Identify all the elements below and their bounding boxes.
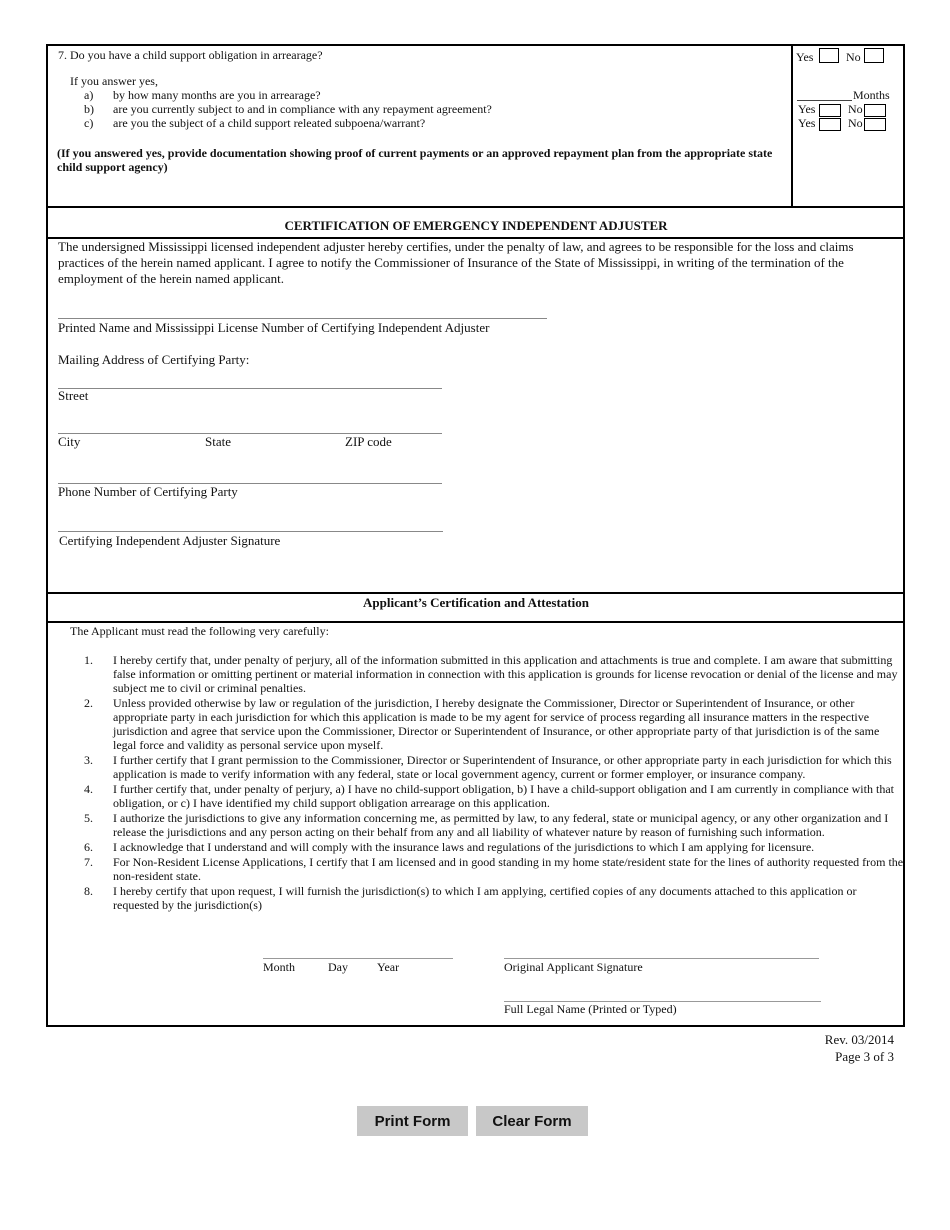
street-line[interactable] — [58, 388, 442, 389]
attestation-item-number: 5. — [84, 811, 93, 825]
q7-no-checkbox[interactable] — [864, 48, 884, 63]
page-number: Page 3 of 3 — [835, 1049, 894, 1064]
attestation-item-text: I further certify that, under penalty of perjury, a) I have no child-support obligation, b) I have a child-support obligation and I am currently in compliance with that obligation, or c) I have identified my child support obligation arrearage on this application. — [113, 782, 894, 810]
street-label: Street — [58, 388, 89, 403]
q7b-no-checkbox[interactable] — [864, 104, 886, 117]
day-label: Day — [328, 960, 348, 974]
attestation-item — [84, 653, 904, 695]
attestation-item-number: 2. — [84, 696, 93, 710]
attestation-item-number: 7. — [84, 855, 93, 869]
q7c-yes-checkbox[interactable] — [819, 118, 841, 131]
child-support-note: (If you answered yes, provide documentation showing proof of current payments or an approved repayment plan from the appropriate state child support agency) — [57, 146, 773, 174]
certification-body: The undersigned Mississippi licensed independent adjuster hereby certifies, under the penalty of law, and agrees to be responsible for the loss and claims practices of the herein named applicant. I agree to notify the Commissioner of Insurance of the State of Mississippi, in writing of the termination of the employment of the herein named applicant. — [58, 239, 854, 286]
q7-no-label: No — [846, 50, 861, 64]
q7c-yes-label: Yes — [798, 116, 816, 130]
section-divider-4 — [47, 621, 905, 623]
attestation-item-text: For Non-Resident License Applications, I certify that I am licensed and in good standing in my home state/resident state for the lines of authority requested from the non-resident state. — [113, 855, 904, 883]
attestation-item — [84, 855, 904, 883]
child-support-if-yes: If you answer yes, — [70, 74, 158, 88]
mailing-address-label: Mailing Address of Certifying Party: — [58, 352, 250, 367]
date-line[interactable] — [263, 958, 453, 959]
applicant-signature-line[interactable] — [504, 958, 819, 959]
answer-column-divider — [791, 45, 793, 207]
section-divider-1 — [47, 206, 905, 208]
certification-heading: CERTIFICATION OF EMERGENCY INDEPENDENT ADJUSTER — [284, 218, 668, 233]
applicant-signature-label: Original Applicant Signature — [504, 960, 643, 974]
child-support-question: 7. Do you have a child support obligation in arrearage? — [58, 48, 323, 62]
attestation-heading: Applicant’s Certification and Attestation — [363, 595, 589, 610]
printed-name-label: Printed Name and Mississippi License Number of Certifying Independent Adjuster — [58, 320, 490, 335]
adjuster-signature-label: Certifying Independent Adjuster Signature — [59, 533, 281, 548]
section-divider-3 — [47, 592, 905, 594]
attestation-intro: The Applicant must read the following very carefully: — [70, 624, 329, 638]
q7c-no-label: No — [848, 116, 863, 130]
state-label: State — [205, 434, 231, 449]
revision-text: Rev. 03/2014 — [824, 1032, 894, 1047]
attestation-item — [84, 884, 904, 912]
attestation-item — [84, 811, 904, 839]
q7c-no-checkbox[interactable] — [864, 118, 886, 131]
attestation-item-number: 6. — [84, 840, 93, 854]
adjuster-signature-line[interactable] — [58, 531, 443, 532]
sub-b-letter: b) — [84, 102, 94, 116]
q7b-no-label: No — [848, 102, 863, 116]
clear-form-button[interactable]: Clear Form — [476, 1106, 588, 1136]
q7-yes-checkbox[interactable] — [819, 48, 839, 63]
attestation-item-text: I further certify that I grant permission to the Commissioner, Director or Superintendent of Insurance, or other appropriate party in each jurisdiction for which this application is made to verify information with any federal, state or local government agency, current or former employer, or insurance company. — [113, 753, 892, 781]
attestation-item-text: I authorize the jurisdictions to give any information concerning me, as permitted by law, to any federal, state or municipal agency, or any other organization and I release the jurisdictions and any person acting on their behalf from any and all liability of whatever nature by reason of furnishing such information. — [113, 811, 889, 839]
attestation-item — [84, 696, 904, 752]
print-form-button[interactable]: Print Form — [357, 1106, 468, 1136]
attestation-item — [84, 840, 904, 854]
full-name-label: Full Legal Name (Printed or Typed) — [504, 1002, 677, 1016]
zip-label: ZIP code — [345, 434, 392, 449]
q7-yes-label: Yes — [796, 50, 814, 64]
attestation-item-text: Unless provided otherwise by law or regulation of the jurisdiction, I hereby designate the Commissioner, Director or Superintendent of Insurance, or other appropriate party in each jurisdiction for which this application is made to be my agent for service of process regarding all insurance matters in the respective jurisdiction and agree that service upon the Commissioner, Director or Superintendent of Insurance, or other appropriate party of that jurisdiction is of the same legal force and validity as personal service upon myself. — [113, 696, 880, 752]
q7b-yes-checkbox[interactable] — [819, 104, 841, 117]
months-label: Months — [853, 88, 890, 102]
months-input-line[interactable] — [797, 100, 852, 101]
attestation-item-text: I hereby certify that, under penalty of perjury, all of the information submitted in this application and attachments is true and complete. I am aware that submitting false information or omitting pertinent or material information in connection with this application is grounds for license revocation or denial of the license and may subject me to civil or criminal penalties. — [113, 653, 898, 695]
attestation-item-number: 1. — [84, 653, 93, 667]
attestation-item-text: I hereby certify that upon request, I will furnish the jurisdiction(s) to which I am applying, certified copies of any documents attached to this application or requested by the jurisdiction(s) — [113, 884, 857, 912]
attestation-item-number: 4. — [84, 782, 93, 796]
sub-a-letter: a) — [84, 88, 94, 102]
phone-label: Phone Number of Certifying Party — [58, 484, 238, 499]
attestation-item-number: 3. — [84, 753, 93, 767]
attestation-item-text: I acknowledge that I understand and will comply with the insurance laws and regulations of the jurisdictions to which I am applying for licensure. — [113, 840, 815, 854]
attestation-item — [84, 753, 904, 781]
sub-c-text: are you the subject of a child support releated subpoena/warrant? — [113, 116, 426, 130]
sub-c-letter: c) — [84, 116, 94, 130]
city-label: City — [58, 434, 81, 449]
printed-name-line[interactable] — [58, 318, 547, 319]
sub-a-text: by how many months are you in arrearage? — [113, 88, 321, 102]
month-label: Month — [263, 960, 296, 974]
q7b-yes-label: Yes — [798, 102, 816, 116]
sub-b-text: are you currently subject to and in compliance with any repayment agreement? — [113, 102, 492, 116]
year-label: Year — [377, 960, 400, 974]
attestation-item-number: 8. — [84, 884, 93, 898]
attestation-list — [84, 653, 904, 913]
attestation-item — [84, 782, 904, 810]
